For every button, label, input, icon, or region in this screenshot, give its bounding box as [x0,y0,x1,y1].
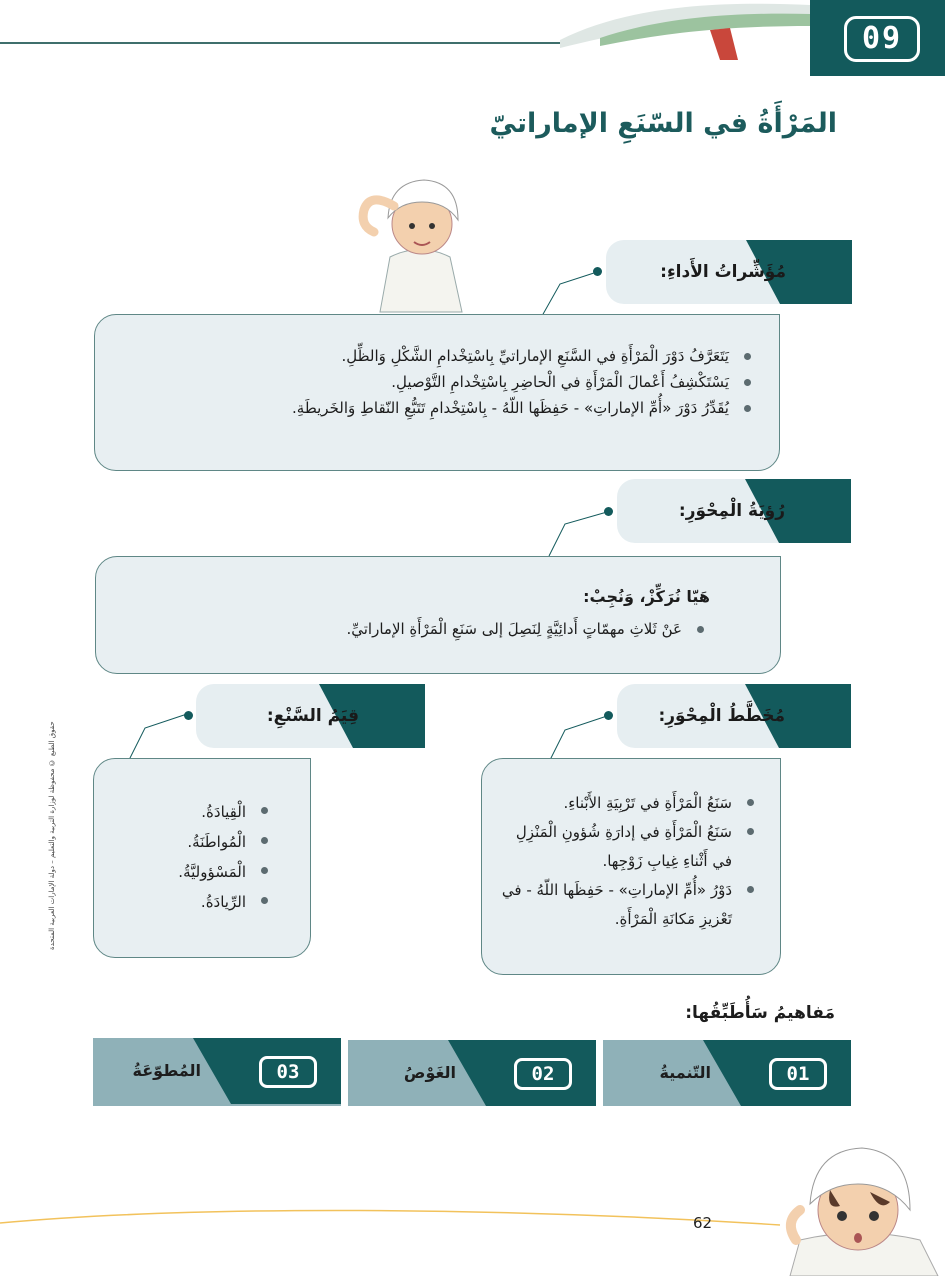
list-item: يَسْتَكْشِفُ أَعْمالَ الْمَرْأَةِ في الْحاضِرِ بِاسْتِخْدامِ التَّوْصيلِ. [115,369,757,395]
boy-illustration-peeking [770,1140,945,1276]
boy-illustration [350,162,490,312]
concepts-title: مَفاهيمُ سَأُطَبِّقُها: [685,1003,835,1023]
concept-card-3 [93,1038,341,1106]
concept-number-block [741,1040,851,1106]
plan-label-text: مُخَطَّطُ الْمِحْوَرِ: [658,706,785,726]
copyright-notice: حقوق الطبع © محفوظة لوزارة التربية والتعليم – دولة الإمارات العربية المتحدة [48,721,56,950]
label-accent [779,684,851,748]
performance-label-text: مُؤَشِّراتُ الأَداءِ: [660,262,786,282]
list-item: يَتَعَرَّفُ دَوْرَ الْمَرْأَةِ في السَّنَعِ الإماراتيِّ بِاسْتِخْدامِ الشَّكْلِ وَالظِّلِ. [115,343,757,369]
lesson-badge [810,0,945,76]
connector-dot [604,711,613,720]
list-item: دَوْرُ «أُمِّ الإماراتِ» - حَفِظَها اللّهُ - في تَعْزيزِ مَكانَةِ الْمَرْأَةِ. [498,876,760,934]
vision-label-text: رُؤيَةُ الْمِحْوَرِ: [678,501,785,521]
connector-dot [604,507,613,516]
connector-dot [184,711,193,720]
performance-label [606,240,852,304]
plan-box [481,758,781,975]
concept-card-1 [603,1040,851,1106]
concept-number-block [231,1038,341,1104]
concept-label: الغَوْصُ [403,1063,456,1082]
list-item: سَنَعُ الْمَرْأَةِ في إدارَةِ شُؤونِ الْمَنْزِلِ في أَثْناءِ غِيابِ زَوْجِها. [498,818,760,876]
vision-box [95,556,781,674]
concept-label: التّنميةُ [659,1063,711,1082]
connector-performance [540,270,600,320]
vision-heading: هَيّا نُرَكِّزْ، وَنُجِبْ: [583,587,710,606]
list-item: الْمُواطَنَةُ. [104,827,274,857]
concept-card-2 [348,1040,596,1106]
values-label [196,684,425,748]
list-item: الرِّيادَةُ. [104,887,274,917]
connector-vision [545,510,610,560]
page-title: المَرْأَةُ في السّنَعِ الإماراتيّ [489,108,837,139]
values-label-text: قِيَمُ السَّنْعِ: [266,706,359,726]
bottom-wave-decoration [0,1195,780,1235]
page-number: 62 [693,1214,713,1232]
vision-label [617,479,851,543]
header-rule [0,42,560,44]
label-accent [353,684,425,748]
concept-number: 03 [259,1056,317,1088]
label-accent [780,240,852,304]
list-item: عَنْ ثَلاثِ مهمّاتٍ أَدائِيَّةٍ لِنَصِلَ إلى سَنَعِ الْمَرْأَةِ الإماراتيِّ. [116,616,710,642]
list-item: يُقَدِّرُ دَوْرَ «أُمِّ الإماراتِ» - حَفِظَها اللّهُ - بِاسْتِخْدامِ تَتَبُّعِ النّقاطِ وَالخَريطَةِ. [115,395,757,421]
connector-plan [545,714,610,764]
connector-values [125,712,190,762]
list-item: الْمَسْؤوليَّةُ. [104,857,274,887]
label-accent [779,479,851,543]
performance-box [94,314,780,471]
concept-number: 01 [769,1058,827,1090]
connector-dot [593,267,602,276]
lesson-number: 09 [844,16,920,62]
list-item: الْقِيادَةُ. [104,797,274,827]
concept-label: المُطوّعَةُ [132,1061,201,1080]
list-item: سَنَعُ الْمَرْأَةِ في تَرْبِيَةِ الأَبْناءِ. [498,789,760,818]
concept-number: 02 [514,1058,572,1090]
flag-ribbon-decoration [560,0,810,60]
values-box [93,758,311,958]
plan-label [617,684,851,748]
concept-number-block [486,1040,596,1106]
